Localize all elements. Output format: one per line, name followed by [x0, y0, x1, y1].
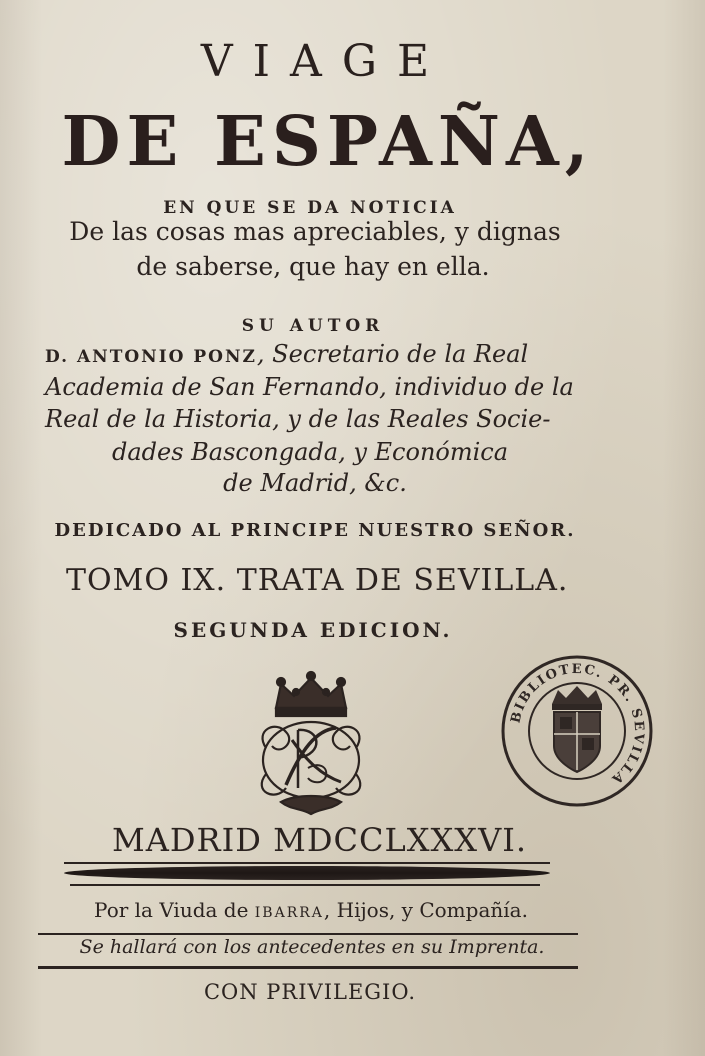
author-line-5: de Madrid, &c. — [223, 469, 407, 497]
author-heading: SU AUTOR — [241, 316, 385, 336]
subtitle-caps: EN QUE SE DA NOTICIA — [163, 198, 457, 218]
author-line-4: dades Bascongada, y Económica — [111, 438, 509, 466]
author-line-2: Academia de San Fernando, individuo de la — [45, 373, 574, 401]
author-line-1 — [45, 342, 585, 366]
dedication: DEDICADO AL PRINCIPE NUESTRO SEÑOR. — [54, 520, 576, 541]
divider-rule-thick — [64, 866, 550, 880]
stamp-text: BIBLIOTEC. PR. SEVILLA — [508, 661, 647, 788]
sold-at-line: Se hallará con los antecedentes en su Imprenta. — [79, 936, 545, 958]
divider-rule — [38, 966, 578, 969]
divider-rule — [64, 862, 550, 864]
edition: SEGUNDA EDICION. — [173, 618, 453, 642]
printer-line — [56, 900, 566, 920]
crowned-monogram-icon — [246, 670, 376, 820]
divider-rule — [70, 884, 540, 886]
library-stamp-icon — [500, 654, 654, 808]
author-line-3: Real de la Historia, y de las Reales Socie- — [45, 405, 551, 433]
printer-name: IBARRA — [254, 905, 324, 921]
subtitle-line-1: De las cosas mas apreciables, y dignas — [69, 217, 561, 246]
divider-rule — [38, 933, 578, 935]
author-title: , Secretario de la Real — [256, 340, 529, 368]
title-line-1: VIAGE — [200, 36, 450, 87]
printer-suffix: , Hijos, y Compañía. — [323, 898, 528, 922]
imprint-place-year: MADRID MDCCLXXXVI. — [112, 821, 527, 859]
author-name: D. ANTONIO PONZ — [45, 347, 257, 367]
volume-title: TOMO IX. TRATA DE SEVILLA. — [66, 563, 569, 598]
title-line-2: DE ESPAÑA, — [61, 102, 595, 182]
subtitle-line-2: de saberse, que hay en ella. — [136, 252, 490, 281]
privilege-line: CON PRIVILEGIO. — [203, 980, 417, 1004]
printer-prefix: Por la Viuda de — [94, 898, 255, 922]
